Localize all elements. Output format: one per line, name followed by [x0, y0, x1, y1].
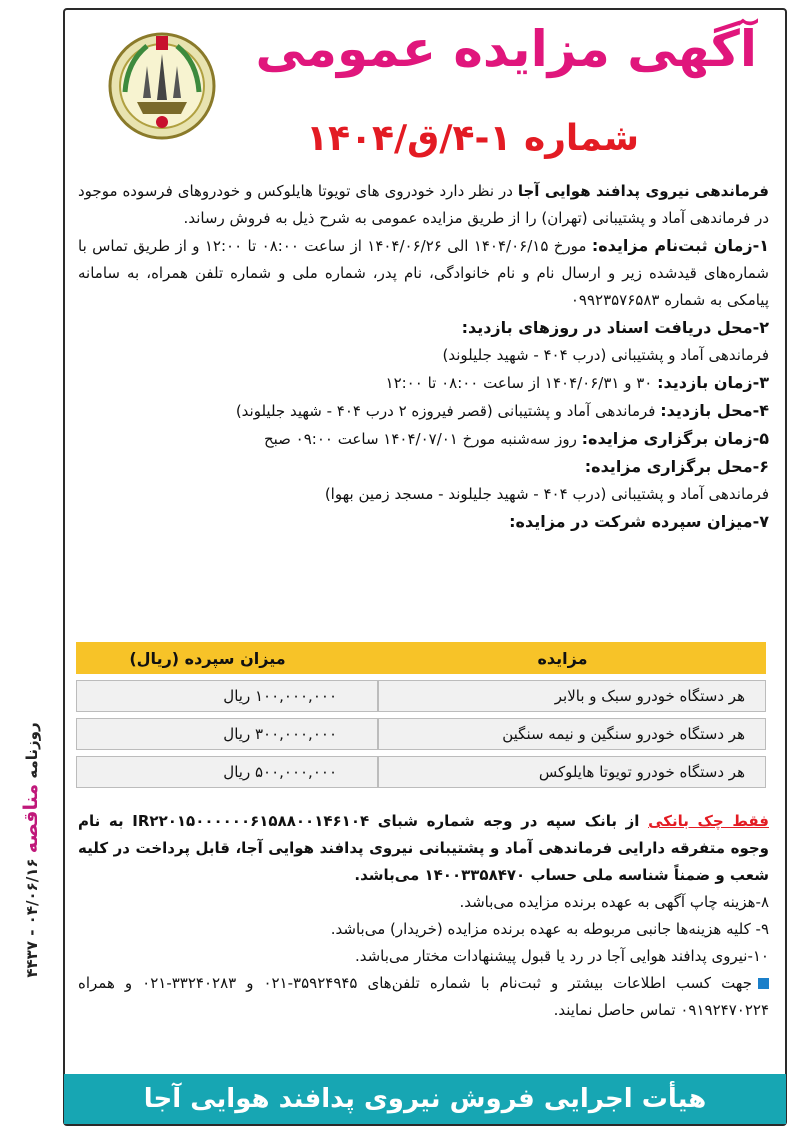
item-2-text: فرماندهی آماد و پشتیبانی (درب ۴۰۴ - شهید جلیلوند) — [442, 346, 769, 364]
table-row — [76, 680, 766, 712]
announcement-number: شماره ۱-۴/ق/۱۴۰۴ — [306, 118, 639, 159]
item-4 — [78, 397, 769, 425]
contact-paragraph — [78, 970, 769, 1024]
table-row — [76, 756, 766, 788]
contact-text: جهت کسب اطلاعات بیشتر و ثبت‌نام با شماره تلفن‌های ۳۵۹۲۴۹۴۵-۰۲۱ و ۳۳۲۴۰۲۸۳-۰۲۱ و همراه ۰۹۱۹۲۴۷۰۲۲۴ تماس حاصل نمایند. — [78, 974, 769, 1019]
item-7 — [78, 508, 769, 536]
table-cell: ۳۰۰,۰۰۰,۰۰۰ ریال — [76, 718, 378, 750]
note-9: ۹- کلیه هزینه‌ها جانبی مربوطه به عهده برنده مزایده (خریدار) می‌باشد. — [330, 920, 769, 938]
table-cell: هر دستگاه خودرو تویوتا هایلوکس — [378, 756, 766, 788]
column-header-auction: مزایده — [378, 642, 766, 674]
item-label: ۳-زمان بازدید: — [657, 373, 769, 392]
newspaper-label: روزنامه — [23, 722, 41, 779]
intro-paragraph — [78, 178, 769, 232]
item-text: مورخ ۱۴۰۴/۰۶/۱۵ الی ۱۴۰۴/۰۶/۲۶ از ساعت ۰۸:۰۰ تا ۱۲:۰۰ و از طریق تماس با شماره‌های قیدشده زیر و ارسال نام و نام خانوادگی، نام پدر، شماره ملی و شماره تلفن همراه، به سامانه پیامکی به شماره ۰۹۹۲۳۵۷۶۵۸۳ — [78, 237, 769, 309]
table-cell: هر دستگاه خودرو سبک و بالابر — [378, 680, 766, 712]
item-1 — [78, 232, 769, 314]
table-cell: هر دستگاه خودرو سنگین و نیمه سنگین — [378, 718, 766, 750]
air-defense-emblem-icon — [107, 22, 217, 150]
intro-text: در نظر دارد خودروی های تویوتا هایلوکس و خودروهای فرسوده موجود در فرماندهی آماد و پشتیبانی (تهران) را از طریق مزایده عمومی به شرح ذیل به فروش رساند. — [78, 182, 769, 227]
side-text — [20, 722, 42, 977]
payment-highlight: فقط چک بانکی — [648, 812, 769, 830]
item-text: روز سه‌شنبه مورخ ۱۴۰۴/۰۷/۰۱ ساعت ۰۹:۰۰ صبح — [263, 430, 582, 448]
item-label: ۵-زمان برگزاری مزایده: — [581, 429, 769, 448]
payment-and-notes — [78, 808, 769, 1024]
item-text: فرماندهی آماد و پشتیبانی (قصر فیروزه ۲ درب ۴۰۴ - شهید جلیلوند) — [235, 402, 661, 420]
note-10: ۱۰-نیروی پدافند هوایی آجا در رد یا قبول پیشنهادات مختار می‌باشد. — [354, 947, 769, 965]
announcement-body — [78, 178, 769, 536]
table-row — [76, 718, 766, 750]
table-header-row — [76, 642, 766, 674]
item-3 — [78, 369, 769, 397]
bullet-square-icon — [758, 978, 769, 989]
item-text: ۳۰ و ۱۴۰۴/۰۶/۳۱ از ساعت ۰۸:۰۰ تا ۱۲:۰۰ — [385, 374, 658, 392]
issue-date: ۰۴/۰۶/۱۶ - ۴۴۳۷ — [23, 858, 41, 978]
page-title: آگهی مزایده عمومی — [255, 20, 757, 78]
item-6-text: فرماندهی آماد و پشتیبانی (درب ۴۰۴ - شهید جلیلوند - مسجد زمین بهوا) — [324, 485, 769, 503]
footer-banner: هیأت اجرایی فروش نیروی پدافند هوایی آجا — [64, 1074, 786, 1124]
newspaper-brand: مناقصه — [20, 783, 42, 854]
item-label: ۴-محل بازدید: — [660, 401, 769, 420]
item-2 — [78, 314, 769, 342]
column-header-deposit: میزان سپرده (ریال) — [76, 642, 378, 674]
deposit-table — [76, 636, 766, 794]
note-8: ۸-هزینه چاپ آگهی به عهده برنده مزایده می‌باشد. — [459, 893, 769, 911]
org-name: فرماندهی نیروی پدافند هوایی آجا — [517, 182, 769, 200]
payment-text: از بانک سپه در وجه شماره شبای IR۲۲۰۱۵۰۰۰۰۰۰۶۱۵۸۸۰۰۱۴۶۱۰۴ به نام وجوه متفرقه دارایی فرماندهی آماد و پشتیبانی نیروی پدافند هوایی آجا، قابل پرداخت در کلیه شعب و ضمناً شناسه ملی حساب ۱۴۰۰۳۳۵۸۴۷۰ می‌باشد. — [78, 812, 769, 884]
newspaper-stamp — [6, 650, 56, 1050]
table-cell: ۱۰۰,۰۰۰,۰۰۰ ریال — [76, 680, 378, 712]
table-cell: ۵۰۰,۰۰۰,۰۰۰ ریال — [76, 756, 378, 788]
item-label: ۱-زمان ثبت‌نام مزایده: — [591, 236, 770, 255]
item-5 — [78, 425, 769, 453]
item-label: ۷-میزان سپرده شرکت در مزایده: — [509, 512, 769, 531]
payment-paragraph — [78, 808, 769, 889]
item-label: ۶-محل برگزاری مزایده: — [584, 457, 769, 476]
item-6 — [78, 453, 769, 481]
item-label: ۲-محل دریافت اسناد در روزهای بازدید: — [461, 318, 769, 337]
